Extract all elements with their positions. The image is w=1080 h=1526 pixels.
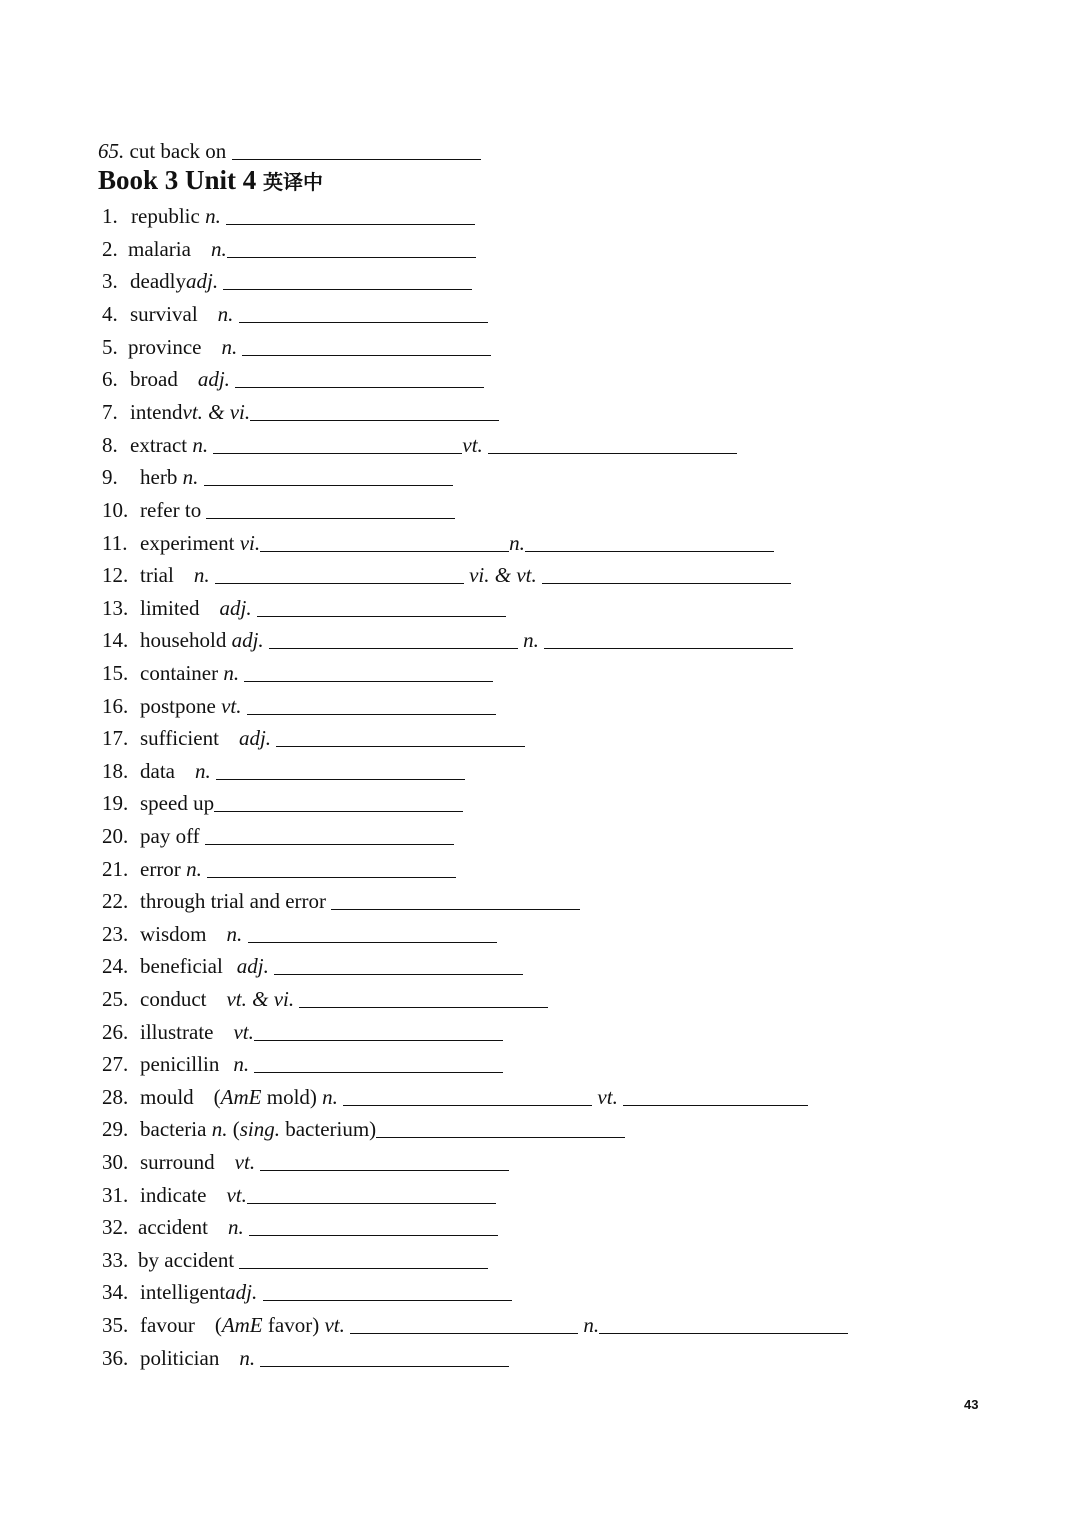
list-item [102, 529, 774, 555]
list-item [102, 1278, 512, 1304]
item-word: cut back on [129, 139, 227, 163]
list-item [102, 1148, 509, 1174]
item-word: broad [130, 367, 178, 391]
item-pos-2: vt. [597, 1085, 618, 1109]
answer-blank[interactable] [254, 1020, 503, 1041]
answer-blank[interactable] [242, 335, 491, 356]
item-pos: n. [221, 335, 238, 359]
item-pos: adj. [225, 1280, 258, 1304]
answer-blank[interactable] [206, 498, 455, 519]
item-number: 16. [102, 694, 129, 718]
item-word: pay off [140, 824, 200, 848]
item-note-variant: AmE [221, 1313, 263, 1337]
item-word: intelligent [140, 1280, 226, 1304]
item-word: bacteria [140, 1117, 207, 1141]
item-word: illustrate [140, 1020, 214, 1044]
item-pos: n. [217, 302, 234, 326]
item-word: container [140, 661, 219, 685]
list-item [102, 333, 491, 359]
answer-blank[interactable] [263, 1280, 512, 1301]
answer-blank[interactable] [260, 531, 509, 552]
answer-blank[interactable] [247, 694, 496, 715]
item-number: 25. [102, 987, 129, 1011]
item-pos: n. [226, 922, 243, 946]
item-pos: vt. [226, 1183, 247, 1207]
item-pos-2: n. [583, 1313, 600, 1337]
item-number: 9. [102, 465, 118, 489]
list-item [102, 626, 793, 652]
item-number: 23. [102, 922, 129, 946]
list-item [102, 1083, 808, 1109]
item-number: 20. [102, 824, 129, 848]
answer-blank[interactable] [216, 759, 465, 780]
item-note-text: mold) [261, 1085, 317, 1109]
item-note-text: favor) [262, 1313, 320, 1337]
item-note-variant: sing. [239, 1117, 280, 1141]
answer-blank[interactable] [542, 563, 791, 584]
answer-blank[interactable] [276, 726, 525, 747]
list-item [102, 985, 548, 1011]
item-word: beneficial [140, 954, 223, 978]
item-word: republic [131, 204, 200, 228]
item-pos: n. [194, 759, 211, 783]
list-item [102, 594, 506, 620]
item-number: 18. [102, 759, 129, 783]
answer-blank[interactable] [223, 269, 472, 290]
item-word: herb [140, 465, 178, 489]
item-pos: adj. [197, 367, 230, 391]
item-pos: adj. [236, 954, 269, 978]
item-pos: n. [193, 563, 210, 587]
answer-blank[interactable] [254, 1052, 503, 1073]
list-item [102, 202, 475, 228]
item-word: wisdom [140, 922, 207, 946]
answer-blank[interactable] [239, 1248, 488, 1269]
item-number: 26. [102, 1020, 129, 1044]
item-number: 3. [102, 269, 118, 293]
item-pos: n. [233, 1052, 250, 1076]
item-pos: vt. & vi. [182, 400, 251, 424]
answer-blank[interactable] [213, 433, 462, 454]
list-item [102, 431, 737, 457]
list-item [102, 1311, 848, 1337]
answer-blank[interactable] [599, 1313, 848, 1334]
list-item [102, 235, 476, 261]
item-pos: vt. [221, 694, 242, 718]
answer-blank[interactable] [232, 139, 481, 160]
answer-blank[interactable] [376, 1117, 625, 1138]
item-word: penicillin [140, 1052, 220, 1076]
item-number: 14. [102, 628, 129, 652]
list-item [102, 1018, 503, 1044]
item-word: politician [140, 1346, 220, 1370]
answer-blank[interactable] [274, 954, 523, 975]
answer-blank[interactable] [227, 237, 476, 258]
answer-blank[interactable] [235, 367, 484, 388]
answer-blank[interactable] [260, 1150, 509, 1171]
item-note-open: ( [214, 1313, 222, 1337]
item-note-open: ( [232, 1117, 240, 1141]
item-word: data [140, 759, 175, 783]
item-number: 1. [102, 204, 118, 228]
item-pos: n. [227, 1215, 244, 1239]
answer-blank[interactable] [204, 465, 453, 486]
answer-blank[interactable] [247, 1183, 496, 1204]
answer-blank[interactable] [250, 400, 499, 421]
list-item [102, 300, 488, 326]
answer-blank[interactable] [260, 1346, 509, 1367]
answer-blank[interactable] [205, 824, 454, 845]
item-word: intend [130, 400, 183, 424]
item-word: experiment [140, 531, 235, 555]
item-number: 28. [102, 1085, 129, 1109]
item-number: 11. [102, 531, 128, 555]
item-pos: adj. [185, 269, 219, 293]
item-word: malaria [128, 237, 191, 261]
list-item [102, 1246, 488, 1272]
item-number: 4. [102, 302, 118, 326]
answer-blank[interactable] [299, 987, 548, 1008]
item-pos: vt. [234, 1150, 256, 1174]
list-item [102, 1213, 498, 1239]
item-number: 33. [102, 1248, 129, 1272]
item-number: 22. [102, 889, 129, 913]
item-word: refer to [140, 498, 202, 522]
list-item [102, 463, 453, 489]
item-number: 6. [102, 367, 118, 391]
item-pos: n. [239, 1346, 256, 1370]
list-item [102, 724, 525, 750]
item-pos-2: vi. & vt. [469, 563, 537, 587]
item-number: 13. [102, 596, 129, 620]
item-word: household [140, 628, 227, 652]
item-word: deadly [130, 269, 186, 293]
list-item [102, 496, 455, 522]
item-pos-2: n. [523, 628, 539, 652]
item-word: error [140, 857, 181, 881]
item-number: 27. [102, 1052, 129, 1076]
list-item-prev [98, 137, 481, 163]
item-word: indicate [140, 1183, 207, 1207]
item-word: through trial and error [140, 889, 327, 913]
list-item [102, 920, 497, 946]
list-item [102, 757, 465, 783]
item-pos: vt. [233, 1020, 254, 1044]
answer-blank[interactable] [239, 302, 488, 323]
answer-blank[interactable] [343, 1085, 592, 1106]
item-pos: vt. [324, 1313, 345, 1337]
list-item [102, 887, 580, 913]
answer-blank[interactable] [214, 791, 463, 812]
item-number: 21. [102, 857, 129, 881]
answer-blank[interactable] [544, 628, 793, 649]
item-note-variant: AmE [220, 1085, 262, 1109]
answer-blank[interactable] [488, 433, 737, 454]
item-number: 15. [102, 661, 129, 685]
item-number: 36. [102, 1346, 129, 1370]
item-number: 10. [102, 498, 129, 522]
list-item [102, 1181, 496, 1207]
item-number: 32. [102, 1215, 129, 1239]
item-word: by accident [138, 1248, 235, 1272]
item-pos: vt. & vi. [226, 987, 295, 1011]
answer-blank[interactable] [331, 889, 580, 910]
item-pos: adj. [219, 596, 252, 620]
item-number: 35. [102, 1313, 129, 1337]
answer-blank[interactable] [244, 661, 493, 682]
item-number: 5. [102, 335, 118, 359]
list-item [102, 692, 496, 718]
item-pos: n. [205, 204, 221, 228]
item-number: 24. [102, 954, 129, 978]
item-number: 12. [102, 563, 129, 587]
item-number: 29. [102, 1117, 129, 1141]
item-word: conduct [140, 987, 207, 1011]
list-item [102, 267, 472, 293]
answer-blank[interactable] [249, 1215, 498, 1236]
answer-blank[interactable] [207, 857, 456, 878]
item-number: 17. [102, 726, 129, 750]
item-number: 7. [102, 400, 118, 424]
item-pos: adj. [231, 628, 264, 652]
list-item [102, 1050, 503, 1076]
list-item [102, 659, 493, 685]
item-number: 30. [102, 1150, 129, 1174]
item-pos: n. [210, 237, 227, 261]
list-item [102, 855, 456, 881]
list-item [102, 789, 463, 815]
item-word: trial [140, 563, 174, 587]
item-word: province [128, 335, 202, 359]
item-pos: n. [186, 857, 202, 881]
section-heading [98, 164, 323, 198]
section-title: Book 3 Unit 4 [98, 165, 257, 195]
list-item [102, 398, 499, 424]
item-word: surround [140, 1150, 215, 1174]
item-pos: n. [223, 661, 240, 685]
item-number: 34. [102, 1280, 129, 1304]
item-word: extract [130, 433, 188, 457]
item-pos-2: vt. [462, 433, 483, 457]
item-word: sufficient [140, 726, 219, 750]
item-pos: n. [182, 465, 199, 489]
item-number: 2. [102, 237, 118, 261]
item-word: mould [140, 1085, 194, 1109]
answer-blank[interactable] [248, 922, 497, 943]
answer-blank[interactable] [525, 531, 774, 552]
section-subtitle: 英译中 [263, 170, 324, 194]
item-pos: n. [322, 1085, 338, 1109]
item-pos: vi. [239, 531, 261, 555]
item-pos: n. [211, 1117, 228, 1141]
item-word: postpone [140, 694, 216, 718]
item-word: accident [138, 1215, 208, 1239]
item-note-open: ( [213, 1085, 221, 1109]
list-item [102, 561, 791, 587]
item-word: favour [140, 1313, 195, 1337]
item-word: survival [130, 302, 198, 326]
item-number: 65. [98, 139, 125, 163]
list-item [102, 1115, 625, 1141]
answer-blank[interactable] [269, 628, 518, 649]
list-item [102, 365, 484, 391]
item-number: 31. [102, 1183, 129, 1207]
list-item [102, 952, 523, 978]
answer-blank[interactable] [257, 596, 506, 617]
answer-blank[interactable] [623, 1085, 808, 1106]
answer-blank[interactable] [226, 204, 475, 225]
item-pos: n. [192, 433, 209, 457]
page-number: 43 [964, 1397, 979, 1412]
answer-blank[interactable] [350, 1313, 578, 1334]
list-item [102, 822, 454, 848]
item-number: 19. [102, 791, 129, 815]
item-pos-2: n. [509, 531, 525, 555]
item-number: 8. [102, 433, 118, 457]
list-item [102, 1344, 509, 1370]
answer-blank[interactable] [215, 563, 464, 584]
item-pos: adj. [238, 726, 272, 750]
item-word: speed up [140, 791, 215, 815]
item-word: limited [140, 596, 200, 620]
item-note-text: bacterium) [279, 1117, 377, 1141]
